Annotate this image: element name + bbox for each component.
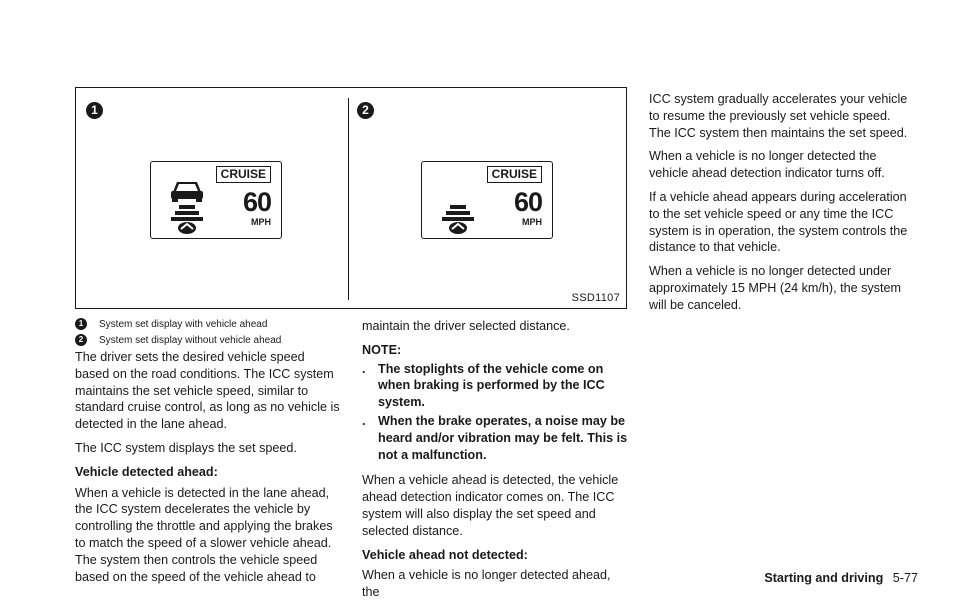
note-text: The stoplights of the vehicle come on when braking is performed by the ICC system. xyxy=(378,361,605,410)
panel-1-marker: 1 xyxy=(86,102,103,119)
distance-bars-icon xyxy=(442,205,474,221)
note-text: When the brake operates, a noise may be heard and/or vibration may be felt. This is not a malfunction. xyxy=(378,413,628,462)
own-vehicle-icon xyxy=(178,222,196,234)
paragraph: ICC system gradually accelerates your vehicle to resume the previously set vehicle speed. The ICC system then maintains the set speed. xyxy=(649,92,908,140)
paragraph: When a vehicle ahead is detected, the vehicle ahead detection indicator comes on. The ICC system will also display the set speed and selected distance. xyxy=(362,473,619,538)
text-column-1 xyxy=(75,349,341,592)
display-with-vehicle-ahead xyxy=(150,161,282,239)
figure-divider xyxy=(348,98,349,300)
caption-text: System set display without vehicle ahead xyxy=(99,334,282,346)
text-column-3 xyxy=(649,91,915,321)
page-footer xyxy=(764,571,918,585)
set-speed: 60 xyxy=(242,187,271,217)
caption-text: System set display with vehicle ahead xyxy=(99,318,268,330)
vehicle-ahead-icon xyxy=(171,182,203,202)
paragraph: When a vehicle is no longer detected under approximately 15 MPH (24 km/h), the system will be canceled. xyxy=(649,264,901,312)
distance-icon xyxy=(430,170,490,236)
caption-number: 1 xyxy=(75,318,87,330)
figure-code: SSD1107 xyxy=(571,292,620,304)
note-item xyxy=(362,361,630,411)
subheading: Vehicle ahead not detected: xyxy=(362,547,528,562)
set-speed: 60 xyxy=(513,187,542,217)
panel-2-marker: 2 xyxy=(357,102,374,119)
caption-2 xyxy=(75,332,281,348)
subheading: Vehicle detected ahead: xyxy=(75,464,218,479)
speed-unit: MPH xyxy=(522,217,542,227)
distance-bars-icon xyxy=(171,205,203,221)
note-title: NOTE: xyxy=(362,342,402,357)
display-without-vehicle-ahead xyxy=(421,161,553,239)
paragraph: maintain the driver selected distance. xyxy=(362,319,570,333)
paragraph: When a vehicle is detected in the lane ahead, the ICC system decelerates the vehicle by controlling the throttle and applying the brakes to match the speed of a slower vehicle ahead. The system then controls the vehicle speed based on the speed of the vehicle ahead to xyxy=(75,485,333,584)
section-name: Starting and driving xyxy=(764,571,884,585)
paragraph: When a vehicle is no longer detected the vehicle ahead detection indicator turns off. xyxy=(649,149,885,181)
own-vehicle-icon xyxy=(449,222,467,234)
note-item xyxy=(362,413,630,463)
paragraph: When a vehicle is no longer detected ahead, the xyxy=(362,568,611,600)
paragraph: If a vehicle ahead appears during acceleration to the set vehicle speed or any time the ICC system is in operation, the system controls the distance to that vehicle. xyxy=(649,189,908,255)
cruise-display-figure xyxy=(75,87,627,309)
text-column-2 xyxy=(362,318,630,608)
cruise-indicator: CRUISE xyxy=(487,166,542,183)
page-number: 5-77 xyxy=(892,571,918,585)
bullet-dot-icon: . xyxy=(362,361,366,376)
bullet-dot-icon: . xyxy=(362,413,366,428)
figure-captions xyxy=(75,316,281,348)
cruise-indicator: CRUISE xyxy=(216,166,271,183)
paragraph: The ICC system displays the set speed. xyxy=(75,440,297,455)
speed-unit: MPH xyxy=(251,217,271,227)
caption-number: 2 xyxy=(75,334,87,346)
vehicle-ahead-distance-icon xyxy=(159,170,219,236)
paragraph: The driver sets the desired vehicle speed based on the road conditions. The ICC system maintains the set vehicle speed, similar to standard cruise control, as long as no vehicle is detected in the lane ahead. xyxy=(75,350,340,432)
caption-1 xyxy=(75,316,281,332)
